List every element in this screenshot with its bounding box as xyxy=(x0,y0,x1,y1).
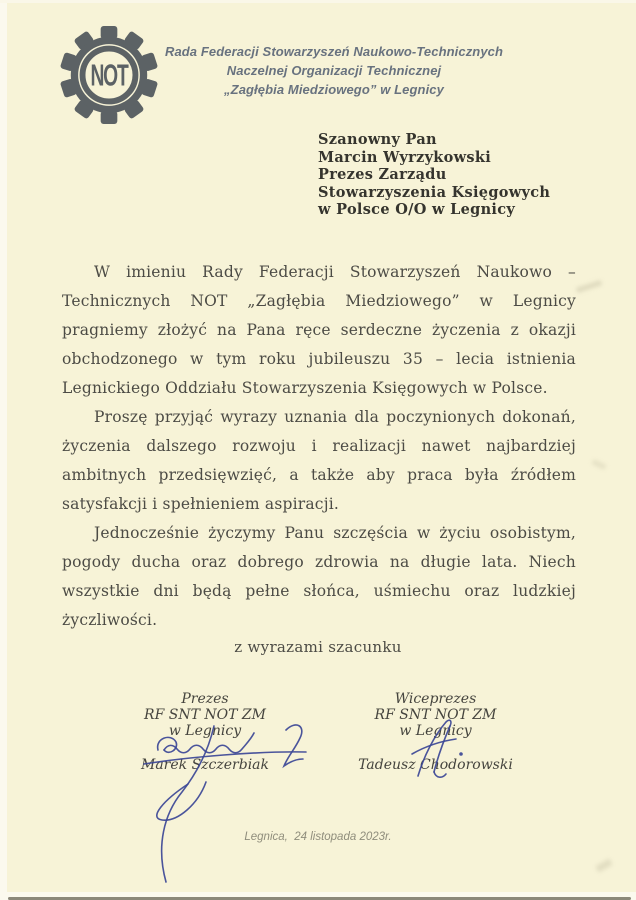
signer-location: w Legnicy xyxy=(399,723,472,739)
recipient-organization: Stowarzyszenia Księgowych xyxy=(318,183,551,201)
letterhead-org-name xyxy=(146,42,522,99)
signer-name: Marek Szczerbiak xyxy=(140,757,270,773)
paragraph: W imieniu Rady Federacji Stowarzyszeń Naukowo – Technicznych NOT „Zagłębia Miedziowego” w Legnicy pragniemy złożyć na Pana ręce serdeczne życzenia z okazji obchodzonego w tym roku jubileuszu 35 – lecia istnienia Legnickiego Oddziału Stowarzyszenia Księgowych w Polsce. xyxy=(62,263,576,397)
signer-title: Prezes xyxy=(181,691,229,707)
recipient-block xyxy=(318,131,550,219)
not-gear-logo xyxy=(60,26,158,124)
logo-text: NOT xyxy=(90,59,128,93)
recipient-salutation: Szanowny Pan xyxy=(318,131,437,148)
signer-name: Tadeusz Chodorowski xyxy=(358,757,513,773)
recipient-title: Prezes Zarządu xyxy=(318,166,447,183)
org-line: Rada Federacji Stowarzyszeń Naukowo-Technicznych xyxy=(164,44,504,59)
scan-edge-left xyxy=(0,0,7,900)
scan-smudge xyxy=(595,858,612,872)
signer-org: RF SNT NOT ZM xyxy=(144,707,266,723)
gear-icon xyxy=(60,26,158,124)
signature-block-vice-president xyxy=(343,691,528,773)
signer-location: w Legnicy xyxy=(168,723,242,739)
dateline: Legnica, 24 listopada 2023r. xyxy=(244,831,392,843)
signature-block-president xyxy=(115,691,295,773)
signer-title: Wiceprezes xyxy=(394,691,477,707)
org-line: Naczelnej Organizacji Technicznej xyxy=(226,63,442,78)
scan-smudge xyxy=(576,280,602,293)
closing-phrase: z wyrazami szacunku xyxy=(234,638,402,656)
scan-smudge xyxy=(592,459,607,469)
recipient-name: Marcin Wyrzykowski xyxy=(318,148,492,166)
signer-org: RF SNT NOT ZM xyxy=(374,707,497,723)
paragraph: Proszę przyjąć wyrazy uznania dla poczynionych dokonań, życzenia dalszego rozwoju i realizacji nawet najbardziej ambitnych przedsięwzięć, a także aby praca była źródłem satysfakcji i spełnieniem aspiracji. xyxy=(62,408,576,513)
org-line: „Zagłębia Miedziowego” w Legnicy xyxy=(224,82,444,97)
scan-edge-top xyxy=(0,0,636,3)
letter-body xyxy=(62,258,576,635)
paragraph: Jednocześnie życzymy Panu szczęścia w życiu osobistym, pogody ducha oraz dobrego zdrowia na długie lata. Niech wszystkie dni będą pełne słońca, uśmiechu oraz ludzkiej życzliwości. xyxy=(62,524,576,629)
recipient-location: w Polsce O/O w Legnicy xyxy=(318,201,516,218)
